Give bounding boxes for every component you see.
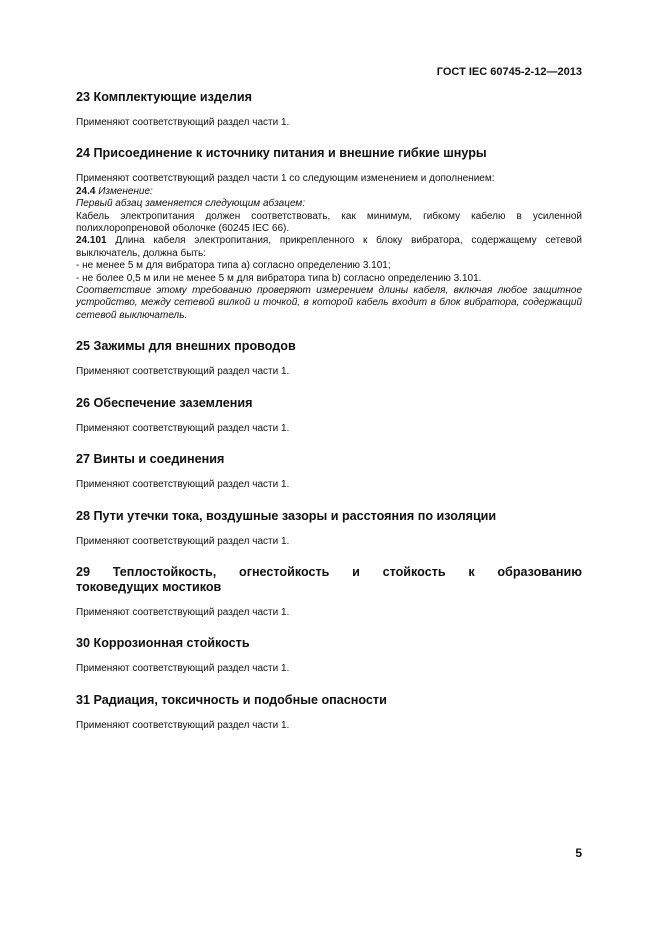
section-29-title-line1: 29 Теплостойкость, огнестойкость и стойкость к образованию — [76, 564, 582, 579]
page-number: 5 — [575, 846, 582, 860]
clause-24-4-text: Кабель электропитания должен соответствовать, как минимум, гибкому кабелю в усиленной полихлоропреновой оболочке (60245 IEC 66). — [76, 210, 582, 235]
section-28-body: Применяют соответствующий раздел части 1. — [76, 535, 290, 547]
section-31-title: 31 Радиация, токсичность и подобные опасности — [76, 692, 387, 707]
section-24-body: Применяют соответствующий раздел части 1 со следующим изменением и дополнением: — [76, 173, 495, 185]
list-item-a: - не менее 5 м для вибратора типа а) согласно определению 3.101; — [76, 260, 391, 272]
clause-24-4-label: Изменение: — [98, 185, 153, 197]
section-26-title: 26 Обеспечение заземления — [76, 395, 253, 410]
section-31-body: Применяют соответствующий раздел части 1. — [76, 719, 290, 731]
section-25-title: 25 Зажимы для внешних проводов — [76, 339, 296, 354]
clause-24-101 — [76, 235, 582, 260]
section-26-body: Применяют соответствующий раздел части 1. — [76, 422, 290, 434]
section-29-title-line2: токоведущих мостиков — [76, 579, 222, 594]
clause-24-101-text: Длина кабеля электропитания, прикрепленного к блоку вибратора, содержащему сетевой выключатель, должна быть: — [76, 235, 582, 259]
clause-24-4-intro: Первый абзац заменяется следующим абзацем: — [76, 198, 306, 210]
clause-24-4 — [76, 186, 582, 198]
clause-24-4-number: 24.4 — [76, 185, 96, 197]
list-item-b: - не более 0,5 м или не менее 5 м для вибратора типа b) согласно определению 3.101. — [76, 272, 482, 284]
section-25-body: Применяют соответствующий раздел части 1. — [76, 366, 290, 378]
section-24-title: 24 Присоединение к источнику питания и внешние гибкие шнуры — [76, 146, 487, 161]
clause-24-101-number: 24.101 — [76, 235, 107, 247]
section-23-body: Применяют соответствующий раздел части 1. — [76, 117, 290, 128]
document-header: ГОСТ IEC 60745-2-12—2013 — [436, 66, 582, 78]
section-30-title: 30 Коррозионная стойкость — [76, 636, 250, 651]
section-23-title: 23 Комплектующие изделия — [76, 90, 252, 104]
section-30-body: Применяют соответствующий раздел части 1. — [76, 663, 290, 675]
section-27-title: 27 Винты и соединения — [76, 452, 225, 467]
compliance-text: Соответствие этому требованию проверяют измерением длины кабеля, включая любое защитное устройство, между сетевой вилкой и точкой, в которой кабель входит в блок вибратора, содержащий сетевой выключатель. — [76, 285, 582, 321]
page-content — [76, 90, 582, 732]
section-28-title: 28 Пути утечки тока, воздушные зазоры и расстояния по изоляции — [76, 508, 497, 523]
section-29-body: Применяют соответствующий раздел части 1. — [76, 606, 290, 618]
section-27-body: Применяют соответствующий раздел части 1. — [76, 479, 290, 491]
